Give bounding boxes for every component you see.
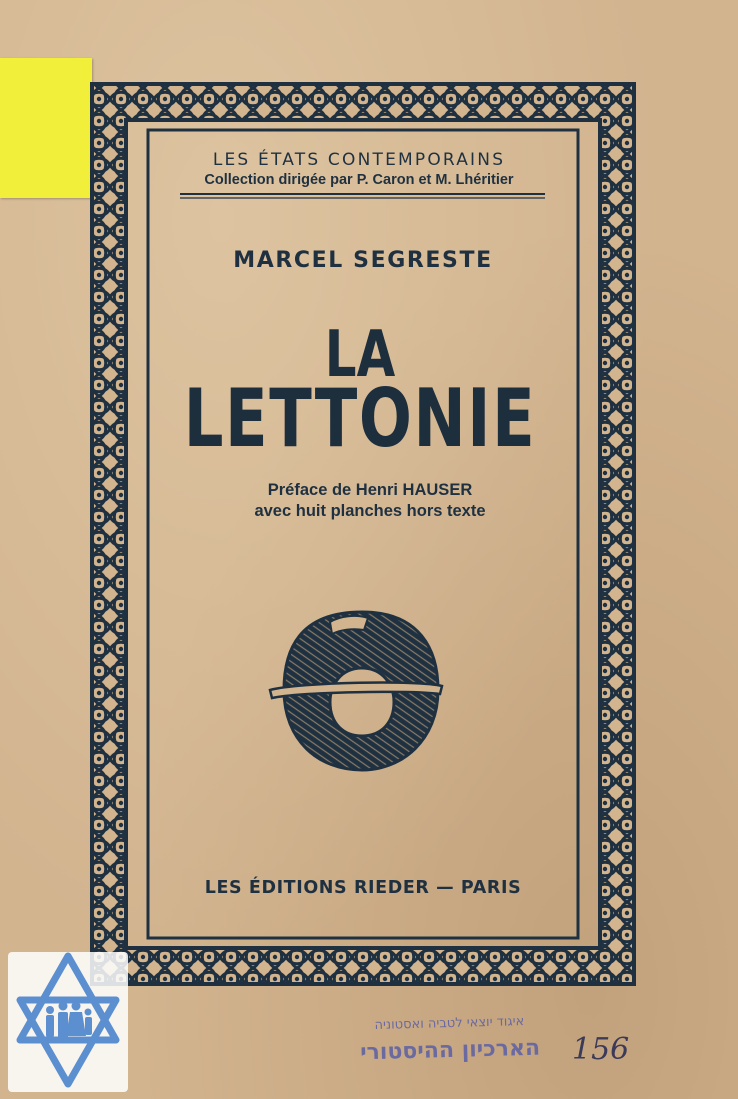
preface-credit: Préface de Henri HAUSER (267, 481, 473, 499)
archive-stamp (335, 1013, 564, 1079)
brooch-emblem-icon (270, 612, 442, 770)
star-of-david-family-logo-icon (8, 952, 128, 1092)
archive-logo (8, 952, 128, 1092)
book-title-line-1: LA (324, 318, 396, 392)
stamp-line-2: הארכיון ההיסטורי (359, 1035, 541, 1066)
catalog-number: 156 (572, 1032, 630, 1067)
plates-note: avec huit planches hors texte (254, 502, 486, 520)
book-title-line-2: LETTONIE (183, 372, 537, 465)
author-name: MARCEL SEGRESTE (233, 248, 493, 273)
stamp-line-1: איגוד יוצאי לטביה ואסטוניה (374, 1014, 525, 1033)
series-title: LES ÉTATS CONTEMPORAINS (212, 150, 506, 170)
publisher-imprint: LES ÉDITIONS RIEDER — PARIS (204, 878, 522, 898)
series-subtitle: Collection dirigée par P. Caron et M. Lhéritier (204, 172, 514, 188)
